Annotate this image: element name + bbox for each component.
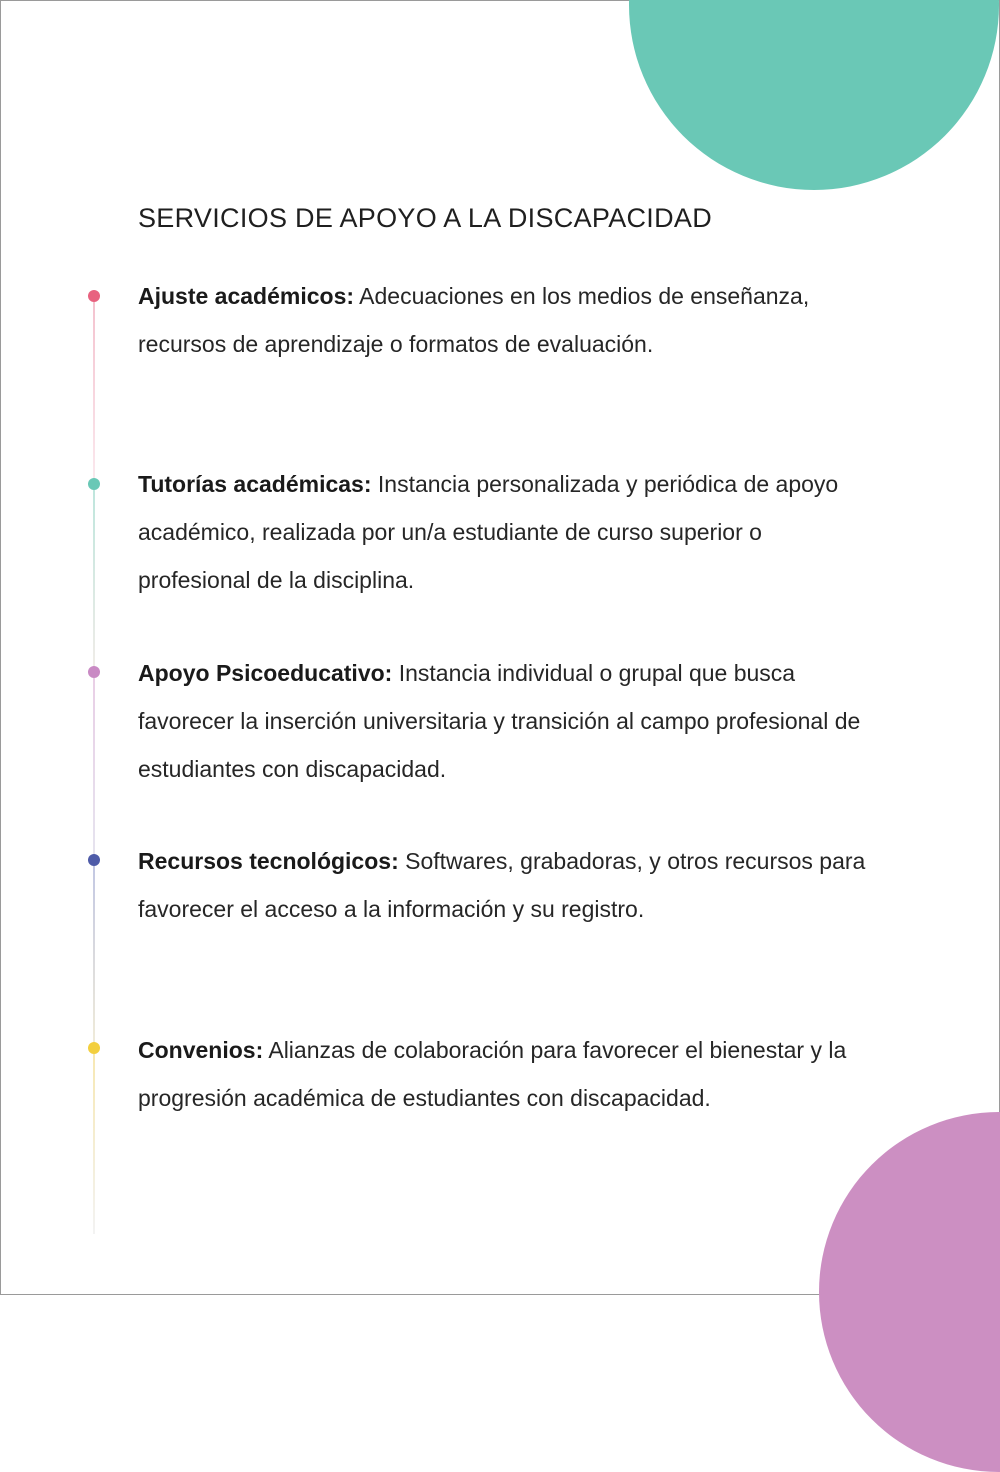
service-description: Alianzas de colaboración para favorecer el bienestar y la progresión académica de estudiantes con discapacidad. [138,1037,847,1111]
service-description: Softwares, grabadoras, y otros recursos para favorecer el acceso a la información y su registro. [138,848,866,922]
timeline-segment [93,490,95,672]
page-title: SERVICIOS DE APOYO A LA DISCAPACIDAD [138,203,713,233]
service-description: Instancia individual o grupal que busca favorecer la inserción universitaria y transición al campo profesional de estudiantes con discapacidad. [138,660,861,782]
service-description: Adecuaciones en los medios de enseñanza, recursos de aprendizaje o formatos de evaluación. [138,283,810,357]
service-item [138,460,868,604]
timeline-segment [93,866,95,1048]
service-term: Tutorías académicas: [138,471,372,497]
service-description: Instancia personalizada y periódica de apoyo académico, realizada por un/a estudiante de curso superior o profesional de la disciplina. [138,471,839,593]
timeline-segment [93,678,95,860]
timeline-dot [88,666,100,678]
timeline-segment [93,302,95,484]
decorative-circle-bottom [819,1112,1000,1472]
service-term: Convenios: [138,1037,264,1063]
timeline-dot [88,290,100,302]
timeline-segment [93,1054,95,1234]
service-term: Apoyo Psicoeducativo: [138,660,393,686]
timeline-dot [88,1042,100,1054]
service-term: Recursos tecnológicos: [138,848,399,874]
service-item [138,1026,868,1122]
service-item [138,837,868,933]
decorative-circle-top [629,0,999,190]
timeline-dot [88,854,100,866]
service-item [138,649,868,793]
timeline-dot [88,478,100,490]
service-term: Ajuste académicos: [138,283,355,309]
service-item [138,272,868,368]
